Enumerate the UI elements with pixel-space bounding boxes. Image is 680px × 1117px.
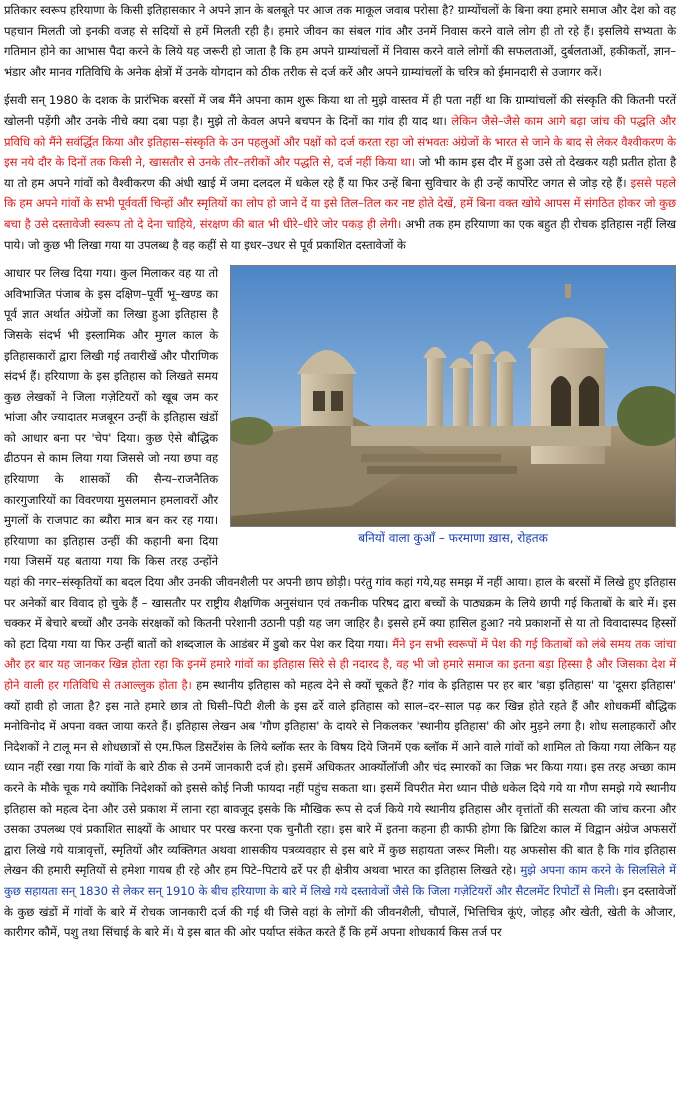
well-wall <box>351 426 611 446</box>
paragraph-intro: प्रतिकार स्वरूप हरियाणा के किसी इतिहासकार ने अपने ज्ञान के बलबूते पर आज तक माकूल जवाब परोसा है? ग्राम्योंचलों के बिना क्या हमारे समाज और देश को वह पहचान मिलती जो इनकी वजह से सदियों से हमें मिलती रही है। हमारे जीवन का संबल गांव और उनमें निवास करने वाले लोग ही तो रहे हैं। इसलिये सभ्यता के गतिमान होने का आभास पैदा करने के लिये यह जरूरी हो जाता है कि हम अपने ग्राम्यांचलों में निवास करने वाले लोगों की सफलताओं, दुर्बलताओं, हकीकतों, ज्ञान–भंडार और मानव गतिविधि के अनेक क्षेत्रों में उनके योगदान को ठीक तरीक से दर्ज करें और अपने ग्राम्यांचलों के चरित्र को ईमानदारी से उजागर करें। <box>4 3 676 79</box>
paragraph-gap <box>4 82 676 90</box>
text-run: हम स्थानीय इतिहास को महत्व देने से क्यों चूकते हैं? गांव के इतिहास पर हर बार 'बड़ा इतिहास' या 'दूसरा इतिहास' क्यों हावी हो जाता है? इस नाते हमारे छात्र तो घिसी–पिटी शैली के इस ढर्रे वाले इतिहास को साल–दर–साल पढ़ कर खिन्न होते रहते हैं और शोधकर्मी बौद्धिक मनोविनोद में अपना वक्त जाया करते हैं। इतिहास लेखन अब 'गौण इतिहास' के दायरे से निकलकर 'स्थानीय इतिहास' की ओर मुड़ने लगा है। शोध सलाहकारों और निदेशकों ने टालू मन से शोधछात्रों से एम.फिल डिसर्टेशंस के लिये ब्लॉक स्तर के विषय दिये जिनमें एक ब्लॉक में आने वाले गांवों को शामिल तो किया गया लेकिन यह ध्यान नहीं रखा गया कि गांवों के बारे ठीक से उनमें जानकारी दर्ज हो। इसमें अधिकतर आर्क्योलॉजी और चंद स्मारकों का जिक्र भर किया गया। इस तरह अच्छा काम करने के मौके चूक गये क्योंकि निदेशकों को इससे कोई निजी फायदा नहीं पहुंच सकता था। इसमें विपरीत मेरा ध्यान पीछे धकेल दिये गये या गौण समझे गये स्थानीय इतिहास को महत्व देना और उसे प्रकाश में लाना रहा बावजूद इसके कि मौखिक रूप से दर्ज किये गये स्थानीय इतिहास और वृत्तांतों की सत्यता की जांच करना और उसका उपलब्ध एवं प्रकाशित साक्ष्यों के आधार पर परख करना एक चुनौती रहा। इस बारे में इतना कहना ही काफी होगा कि ब्रिटिश काल में विद्वान अंग्रेज अफसरों द्वारा लिखे गये यात्रावृत्तों, स्मृतियों और व्यक्तिगत अथवा शासकीय पत्रव्यवहार से इस बारे में कुछ सहायता जरूर मिली। यह अफसोस की बात है कि गांव इतिहास लेखन की हमारी स्मृतियों से हमेशा गायब ही रहे और हम पिटे–पिटाये ढर्रे पर ही क्षेत्रीय अथवा भारत का इतिहास लिखते रहे। <box>4 678 676 878</box>
text-run: इन दस्तावेजों के कुछ खंडों में गांवों के बारे में रोचक जानकारी दर्ज की गई थी जिसे वहां के लोगों की जीवनशैली, चौपालें, भित्तिचित्र कूंएं, जोहड़ और खेती, खेती के औजार, कारीगर कौमें, पशु तथा सिंचाई के बारे में। ये इस बात की ओर पर्याप्त संकेत करते हैं कि हमें अपना शोधकार्य किस तर्ज पर <box>4 883 676 940</box>
figure <box>230 265 676 553</box>
highlighted-text-red: इससे पहले कि हम अपने गांवों के सभी पूर्ववर्ती चिन्हों और स्मृतियों का लोप हो जाने दें या इसे तिल–तिल कर नष्ट होते देखें, हमें बिना वक्त खोये आपस में संगठित होकर जो कुछ बचा है उसे दस्तावेजी स्वरूप तो दे देना चाहिये, संरक्षण की बात भी धीरे–धीरे जोर पकड़ ही लेगी। <box>4 175 676 231</box>
photo-well-monument <box>230 265 676 527</box>
steps <box>361 454 501 462</box>
highlighted-text-red: मैंने इन सभी स्वरूपों में पेश की गई किताबों को लंबे समय तक जांचा और हर बार यह जानकर खिन्न होता रहा कि इनमें हमारे गांवों का इतिहास सिरे से ही नदारद है, वह भी जो हमारे समाज का इतना बड़ा हिस्सा है और जिसका देश में होने वाली हर गतिविधि से तआल्लुक होता है। <box>4 636 676 692</box>
paragraph-gap <box>4 255 676 263</box>
text-run: अभी तक हम हरियाणा का एक बहुत ही रोचक इतिहास नहीं लिख पाये। जो कुछ भी लिखा गया या उपलब्ध है वह कहीं से या इधर–उधर से पूर्व प्रकाशित दस्तावेजों के <box>4 216 677 252</box>
figure-caption: बनियों वाला कुआँ – फरमाणा ख़ास, रोहतक <box>358 531 548 546</box>
photo-illustration <box>231 266 675 526</box>
highlighted-text-red: लेकिन जैसे–जैसे काम आगे बढ़ा जांच की पद्धति और प्रविधि को मैंने सवंर्द्धित किया और इतिहास–संस्कृति के उन पहलुओं और पक्षों को दर्ज करता रहा जो संभवतः अंग्रेजों के भारत से जाने के बाद से लेकर वैश्वीकरण के इस नये दौर के दिनों तक किसी ने, खासतौर से उनके तौर–तरीकों और पद्धति से, दर्ज नहीं किया था। <box>4 113 676 170</box>
text-with-figure <box>4 263 676 943</box>
steps <box>367 466 517 474</box>
text-run: जो भी काम इस दौर में हुआ उसे तो देखकर यही प्रतीत होता है या तो हम अपने गांवों को वैश्वीकरण की अंधी खाई में जमा दलदल में धकेल रहे हैं या फिर उन्हें बिना सुविचार के ही उन्हें कार्पोरेट जगत से जोड़ रहे हैं। <box>4 155 676 190</box>
paragraph-1980s <box>4 90 676 255</box>
text-run: ईसवी सन् 1980 के दशक के प्रारंभिक बरसों में जब मैंने अपना काम शुरू किया था तो मुझे वास्तव में ही पता नहीं था कि ग्राम्यांचलों की संस्कृति की कितनी परतें खोलनी पड़ेंगी और उनके नीचे क्या दबा पड़ा है। मुझे तो केवल अपने बचपन के दिनों का गांव ही याद था। <box>4 93 676 128</box>
text-run: आधार पर लिख दिया गया। कुल मिलाकर वह या तो अविभाजित पंजाब के इस दक्षिण–पूर्वी भू–खण्ड का पूर्व ज्ञात अर्थात अंग्रेजों का लिखा हुआ इतिहास है जिसके संदर्भ भी इस्लामिक और मुगल काल के इतिहासकारों द्वारा लिखी गई तवारीखें और पौराणिक संदर्भ हैं। हरियाणा के इस इतिहास को लिखते समय कुछ लेखकों ने जिला गज़ेटियरों को खूब जम कर भांजा और ज्यादातर मजबूरन उन्हीं के इतिहास खंडों को आधार बना पर 'चेप' दिया। कुछ ऐसे बौद्धिक ढीठपन से काम लिया गया जिससे जो नया छपा वह हरियाणा के शासकों की सैन्य–राजनैतिक कारगुजारियों का विवरणया मुसलमान हमलावरों और मुगलों के राजपाट का ब्यौरा मात्र बन कर रह गया। हरियाणा का इतिहास उन्हीं की कहानी बना दिया गया जिसमें यह बताया गया कि किस तरह उन्होंने यहां की नगर–संस्कृतियों का बदल दिया और उनकी जीवनशैली पर अपनी छाप छोड़ी। परंतु गांव कहां गये,यह समझ में नहीं आया। हाल के बरसों में लिखे हुए इतिहास पर अनेकों बार विवाद हो चुके हैं – खासतौर पर राष्ट्रीय शैक्षणिक अनुसंधान एवं तकनीक परिषद द्वारा बच्चों के पाठ्यक्रम के लिये छापी गई किताबों के बारे में। इस चक्कर में बेचारे बच्चों और उनके संरक्षकों को कितनी परेशानी उठानी पड़ी यह जग जाहिर है। इससे हमें क्या हासिल हुआ? नये प्रकाशनों से या तो विवादास्पद हिस्सों को हटा दिया गया या फिर उन्हीं बातों को शब्दजाल के आडंबर में डुबो कर पेश कर दिया गया। <box>4 266 676 651</box>
highlighted-text-blue: मुझे अपना काम करने के सिलसिले में कुछ सहायता सन् 1830 से लेकर सन् 1910 के बीच हरियाणा के बारे में लिखे गये दस्तावेजों जैसे कि जिला गज़ेटियरों और सैटलमेंट रिपोर्टों से मिली। <box>4 863 676 898</box>
